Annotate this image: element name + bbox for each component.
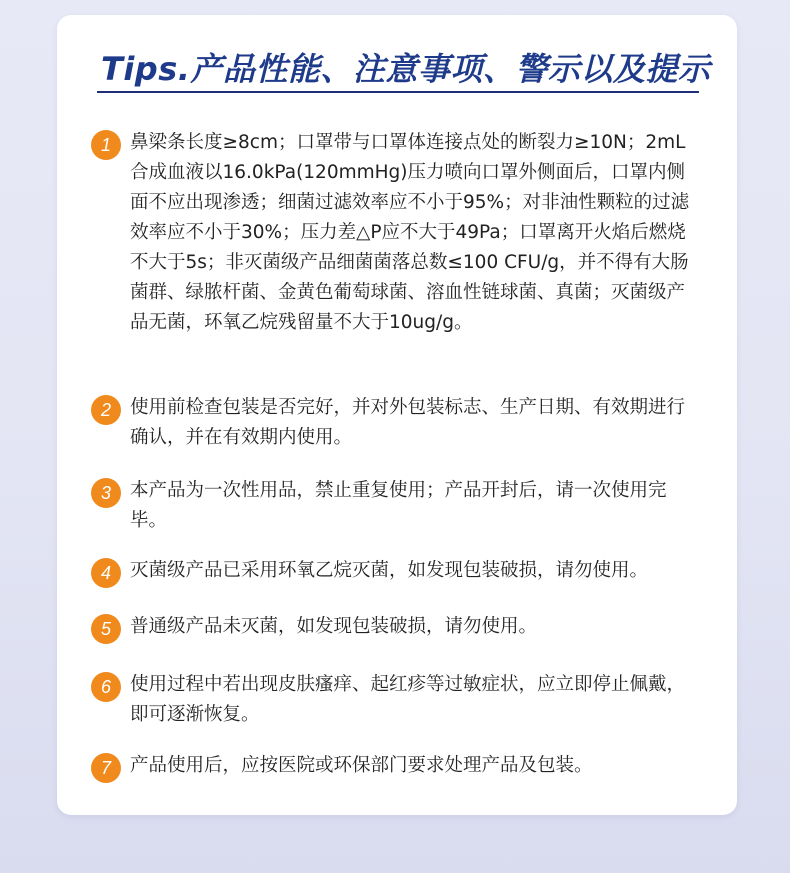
number-badge: 5 — [91, 614, 121, 644]
list-item-text: 鼻梁条长度≥8cm；口罩带与口罩体连接点处的断裂力≥10N；2mL合成血液以16.0kPa(120mmHg)压力喷向口罩外侧面后，口罩内侧面不应出现渗透；细菌过滤效率应不小于95%；对非油性颗粒的过滤效率应不小于30%；压力差△P应不大于49Pa；口罩离开火焰后燃烧不大于5s；非灭菌级产品细菌菌落总数≤100 CFU/g，并不得有大肠菌群、绿脓杆菌、金黄色葡萄球菌、溶血性链球菌、真菌；灭菌级产品无菌，环氧乙烷残留量不大于10ug/g。 — [130, 132, 690, 333]
heading-block — [97, 49, 711, 93]
list-item-text: 普通级产品未灭菌，如发现包装破损，请勿使用。 — [130, 616, 538, 637]
page-title: Tips.产品性能、注意事项、警示以及提示 — [101, 50, 711, 88]
number-badge: 3 — [91, 478, 121, 508]
number-badge: 4 — [91, 558, 121, 588]
number-badge: 1 — [91, 130, 121, 160]
number-badge: 6 — [91, 672, 121, 702]
list-item-text: 产品使用后，应按医院或环保部门要求处理产品及包装。 — [130, 755, 593, 776]
list-item-text: 使用前检查包装是否完好，并对外包装标志、生产日期、有效期进行确认，并在有效期内使用。 — [130, 397, 686, 448]
list-item-text: 灭菌级产品已采用环氧乙烷灭菌，如发现包装破损，请勿使用。 — [130, 560, 649, 581]
number-badge: 2 — [91, 395, 121, 425]
number-badge: 7 — [91, 753, 121, 783]
list-item-text: 使用过程中若出现皮肤瘙痒、起红疹等过敏症状，应立即停止佩戴，即可逐渐恢复。 — [130, 674, 686, 725]
tips-card — [57, 15, 737, 815]
list-item-text: 本产品为一次性用品，禁止重复使用；产品开封后，请一次使用完毕。 — [130, 480, 667, 531]
